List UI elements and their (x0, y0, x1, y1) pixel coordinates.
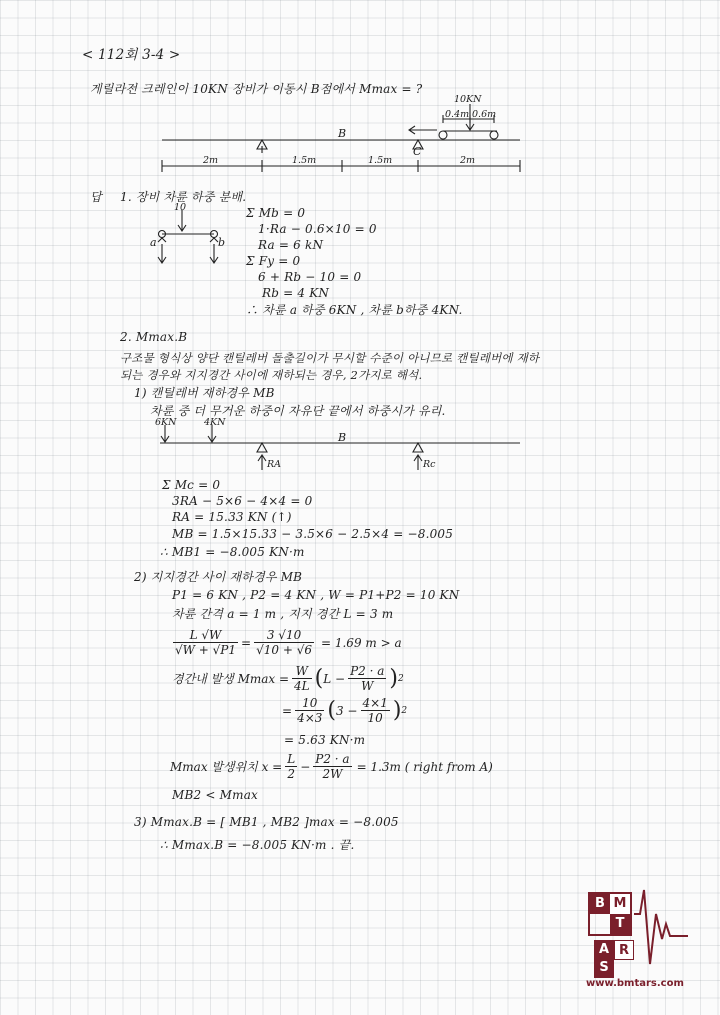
case2-mmax-equation: 경간내 발생 Mmax = $\frac{W}{4L}$ ( L − $\frac{P2 \cdot a}{W}$ ) 2 (172, 664, 404, 693)
case1-title: 1) 캔틸레버 재하경우 MB (134, 386, 275, 400)
s3-line-2: ∴ Mmax.B = −8.005 KN·m . 끝. (160, 838, 355, 852)
s1-line-1: Σ Mb = 0 (246, 206, 306, 220)
s3-line-1: 3) Mmax.B = [ MB1 , MB2 ]max = −8.005 (134, 815, 399, 829)
case2-mmax-substituted: = $\frac{10}{4\times 3}$ ( 3 − $\frac{4\times 1}{10}$ ) 2 (282, 696, 408, 725)
logo-letter-t: T (610, 914, 630, 934)
wheel-gap-a-label: 0.4m (445, 109, 470, 120)
logo-letter-s: S (594, 958, 614, 978)
span-4-label: 2m (460, 155, 476, 166)
wheel-gap-b-label: 0.6m (472, 109, 497, 120)
section2-desc-1: 구조물 형식상 양단 캔틸레버 돌출길이가 무시할 수준이 아니므로 캔틸레버에 재하 (120, 351, 540, 365)
case2-compare: MB2 < Mmax (172, 788, 259, 802)
s1-line-3: Ra = 6 kN (258, 238, 324, 252)
case1-rc-label: Rc (423, 459, 436, 470)
case1-line-3: RA = 15.33 KN (↑) (172, 510, 292, 524)
s1-conclusion: ∴ 차륜 a 하중 6KN , 차륜 b하중 4KN. (246, 303, 463, 317)
case2-result: = 5.63 KN·m (284, 733, 366, 747)
s1-line-5: 6 + Rb − 10 = 0 (258, 270, 362, 284)
bmtars-logo (582, 884, 692, 994)
case1-line-1: Σ Mc = 0 (162, 478, 221, 492)
s1-line-6: Rb = 4 KN (262, 286, 330, 300)
case1-load-6: 6KN (155, 417, 177, 428)
s1-line-4: Σ Fy = 0 (246, 254, 301, 268)
problem-ref: < 112회 3-4 > (82, 47, 181, 63)
wheel-b-label: b (218, 236, 226, 249)
span-3-label: 1.5m (368, 155, 393, 166)
wheel-load-value: 10 (174, 202, 187, 213)
point-c-label: C (413, 145, 422, 158)
point-b-label: B (338, 127, 347, 140)
wheel-a-label: a (150, 236, 157, 249)
logo-letter-r: R (614, 940, 634, 960)
case2-line-2: 차륜 간격 a = 1 m , 지지 경간 L = 3 m (172, 607, 394, 621)
case1-point-b: B (338, 431, 347, 444)
case1-load-4: 4KN (204, 417, 226, 428)
section1-title: 1. 장비 차륜 하중 분배. (120, 190, 247, 204)
answer-label: 답 (90, 190, 102, 204)
question-text: 게릴라전 크레인이 10KN 장비가 이동시 B점에서 Mmax = ? (90, 82, 423, 96)
logo-letter-a: A (594, 940, 614, 960)
case1-ra-label: RA (267, 459, 282, 470)
logo-letter-b: B (590, 894, 610, 914)
case1-result: ∴ MB1 = −8.005 KN·m (160, 545, 305, 559)
case1-desc: 차륜 중 더 무거운 하중이 자유단 끝에서 하중시가 유리. (150, 404, 446, 418)
case2-line-1: P1 = 6 KN , P2 = 4 KN , W = P1+P2 = 10 KN (172, 588, 460, 602)
section2-desc-2: 되는 경우와 지지경간 사이에 재하되는 경우, 2가지로 해석. (120, 368, 423, 382)
frac-3w: $\frac{3 √10}{√10 + √6}$ (256, 628, 312, 657)
span-1-label: 2m (203, 155, 219, 166)
case1-line-4: MB = 1.5×15.33 − 3.5×6 − 2.5×4 = −8.005 (172, 527, 454, 541)
logo-letter-m: M (610, 894, 630, 914)
case2-position-equation: Mmax 발생위치 x = $\frac{L}{2}$ − $\frac{P2 \cdot a}{2W}$ = 1.3m ( right from A) (170, 752, 493, 781)
load-total-label: 10KN (454, 94, 482, 105)
case2-ratio-equation: $\frac{L √W}{√W + √P1}$ = $\frac{3 √10}{√10 + √6}$ = 1.69 m > a (175, 628, 402, 657)
frac-lw: $\frac{L √W}{√W + √P1}$ (175, 628, 237, 657)
s1-line-2: 1·Ra − 0.6×10 = 0 (258, 222, 377, 236)
section2-title: 2. Mmax.B (120, 330, 188, 344)
span-2-label: 1.5m (292, 155, 317, 166)
case2-title: 2) 지지경간 사이 재하경우 MB (134, 570, 303, 584)
case1-line-2: 3RA − 5×6 − 4×4 = 0 (172, 494, 313, 508)
logo-url[interactable]: www.bmtars.com (586, 978, 684, 989)
